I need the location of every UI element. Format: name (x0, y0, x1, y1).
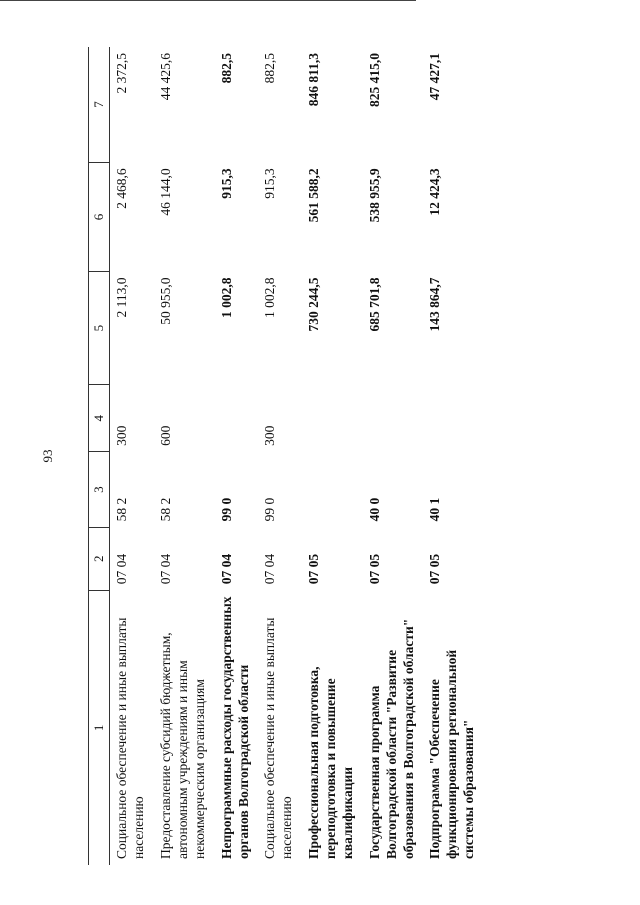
header-col-6: 6 (89, 162, 110, 271)
row-value-7: 882,5 (262, 53, 278, 84)
header-col-4: 4 (89, 385, 110, 452)
row-value-6: 12 424,3 (427, 168, 443, 216)
row-type (215, 385, 259, 452)
row-target: 40 1 (427, 497, 443, 522)
row-target (302, 452, 363, 528)
row-section: 07 04 (114, 553, 130, 585)
row-value-5: 2 113,0 (114, 277, 130, 318)
header-col-1: 1 (89, 590, 110, 865)
table-row (154, 47, 215, 865)
row-value-5: 1 002,8 (262, 277, 278, 318)
row-value-7: 882,5 (218, 53, 234, 84)
row-type (302, 385, 363, 452)
header-col-7: 7 (89, 47, 110, 162)
row-value-6: 915,3 (262, 168, 278, 199)
header-col-2: 2 (89, 527, 110, 590)
row-value-5: 730 244,5 (306, 277, 322, 332)
row-value-6: 46 144,0 (158, 168, 173, 216)
row-target: 58 2 (158, 497, 173, 522)
row-value-5: 50 955,0 (158, 277, 173, 325)
row-type: 300 (114, 425, 130, 446)
row-name: Социальное обеспечение и иные выплаты населению (114, 617, 147, 859)
page-number: 93 (40, 449, 55, 463)
table-row (110, 47, 154, 865)
row-name: Предоставление субсидий бюджетным, автономным учреждениям и иным некоммерческим организациям (158, 632, 207, 859)
header-col-3: 3 (89, 452, 110, 528)
row-target: 99 0 (218, 497, 234, 522)
row-section: 07 05 (427, 553, 443, 585)
table-row (215, 47, 259, 865)
table-body (110, 47, 484, 865)
row-name: Профессиональная подготовка, переподготовка и повышение квалификации (306, 666, 355, 859)
row-type (363, 385, 424, 452)
row-name: Социальное обеспечение и иные выплаты населению (262, 617, 295, 859)
row-value-7: 825 415,0 (366, 53, 382, 107)
row-section: 07 04 (158, 553, 173, 585)
row-value-6: 538 955,9 (366, 168, 382, 223)
row-value-7: 2 372,5 (114, 53, 130, 94)
row-value-5: 143 864,7 (427, 277, 443, 332)
row-type: 300 (262, 425, 278, 446)
row-value-6: 561 588,2 (306, 168, 322, 223)
row-type (423, 385, 484, 452)
row-value-5: 1 002,8 (218, 277, 234, 318)
row-target: 40 0 (366, 497, 382, 522)
row-value-6: 2 468,6 (114, 168, 130, 209)
row-target: 58 2 (114, 497, 130, 522)
row-section: 07 04 (262, 553, 278, 585)
table-row (423, 47, 484, 865)
table-row (302, 47, 363, 865)
row-name: Подпрограмма "Обеспечение функционирования региональной системы образования" (427, 649, 477, 859)
row-value-6: 915,3 (218, 168, 234, 199)
table-header-row (89, 47, 110, 865)
row-name: Государственная программа Волгоградской области "Развитие образования в Волгоградской области" (366, 618, 416, 859)
table-row (258, 47, 302, 865)
row-value-7: 846 811,3 (306, 53, 322, 107)
row-section: 07 05 (366, 553, 382, 585)
table-row (363, 47, 424, 865)
row-name: Непрограммные расходы государственных органов Волгоградской области (218, 596, 251, 859)
row-target: 99 0 (262, 497, 278, 522)
row-value-7: 44 425,6 (158, 53, 173, 101)
row-type: 600 (158, 425, 173, 446)
row-section: 07 04 (218, 553, 234, 585)
budget-table (88, 47, 484, 865)
row-value-7: 47 427,1 (427, 53, 443, 101)
row-section: 07 05 (306, 553, 322, 585)
row-value-5: 685 701,8 (366, 277, 382, 332)
header-col-5: 5 (89, 271, 110, 384)
